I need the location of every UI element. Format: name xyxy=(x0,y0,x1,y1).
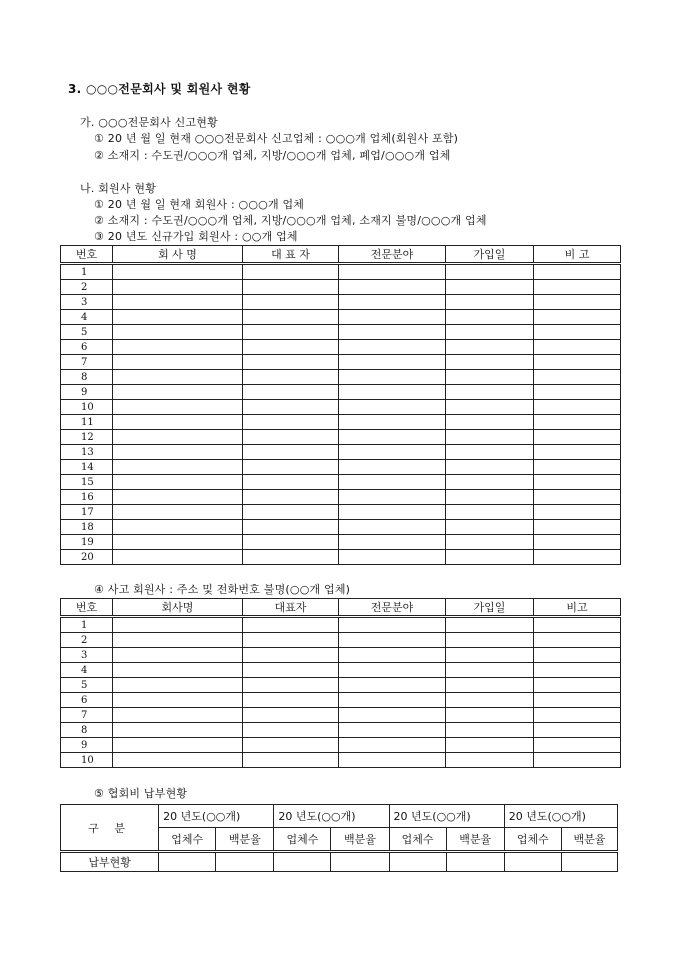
row-number: 8 xyxy=(61,370,113,385)
table-cell xyxy=(243,370,339,385)
table-cell xyxy=(339,663,446,678)
table-cell xyxy=(339,723,446,738)
table-cell xyxy=(339,708,446,723)
table-cell xyxy=(243,325,339,340)
table-cell xyxy=(446,648,534,663)
table-cell xyxy=(534,738,621,753)
table-row xyxy=(61,520,621,535)
table-cell xyxy=(446,663,534,678)
table-cell xyxy=(534,310,621,325)
table-cell xyxy=(339,264,446,280)
table-row xyxy=(61,370,621,385)
table-row xyxy=(61,693,621,708)
table-row xyxy=(61,415,621,430)
sub-header-percent: 백분율 xyxy=(446,828,504,852)
section-a-item-1: ① 20 년 월 일 현재 ○○○전문회사 신고업체 : ○○○개 업체(회원사 포함) xyxy=(94,132,459,145)
table-cell xyxy=(446,753,534,768)
table-cell xyxy=(339,280,446,295)
table-cell xyxy=(534,505,621,520)
table-cell xyxy=(446,430,534,445)
row-number: 1 xyxy=(61,617,113,633)
table-cell xyxy=(534,648,621,663)
row-number: 6 xyxy=(61,340,113,355)
table-cell xyxy=(339,738,446,753)
table-cell xyxy=(339,648,446,663)
table-row xyxy=(61,550,621,565)
table-cell xyxy=(534,490,621,505)
table-cell xyxy=(534,475,621,490)
table-row xyxy=(61,460,621,475)
table-cell xyxy=(534,445,621,460)
row-number: 4 xyxy=(61,663,113,678)
table-cell xyxy=(113,663,243,678)
table-cell xyxy=(446,708,534,723)
table-cell xyxy=(534,723,621,738)
table-row xyxy=(61,738,621,753)
table-cell xyxy=(339,295,446,310)
table-row xyxy=(61,723,621,738)
table-cell xyxy=(243,520,339,535)
table-row xyxy=(61,355,621,370)
row-number: 7 xyxy=(61,708,113,723)
section-a-title: 가. ○○○전문회사 신고현황 xyxy=(80,116,218,129)
section-a-item-2: ② 소재지 : 수도권/○○○개 업체, 지방/○○○개 업체, 폐업/○○○개 업체 xyxy=(94,149,451,162)
table-cell xyxy=(446,490,534,505)
row-number: 20 xyxy=(61,550,113,565)
table-cell xyxy=(534,355,621,370)
table-cell xyxy=(113,535,243,550)
year-header-3: 20 년도(○○개) xyxy=(389,805,504,828)
table-cell xyxy=(243,723,339,738)
table-cell xyxy=(243,280,339,295)
sub-header-percent: 백분율 xyxy=(561,828,617,852)
table-cell xyxy=(113,633,243,648)
row-number: 4 xyxy=(61,310,113,325)
table-cell xyxy=(243,693,339,708)
table-cell xyxy=(113,550,243,565)
row-number: 6 xyxy=(61,693,113,708)
table-cell xyxy=(339,753,446,768)
table-cell xyxy=(243,490,339,505)
table-cell xyxy=(534,550,621,565)
row-number: 5 xyxy=(61,678,113,693)
table-cell xyxy=(113,678,243,693)
table-cell xyxy=(113,385,243,400)
table-cell xyxy=(339,475,446,490)
table-cell xyxy=(243,295,339,310)
table-cell xyxy=(446,475,534,490)
table-cell xyxy=(534,415,621,430)
table-cell xyxy=(243,400,339,415)
table-cell xyxy=(113,415,243,430)
table-cell xyxy=(534,708,621,723)
col-header-number: 번호 xyxy=(61,246,113,264)
table-cell xyxy=(446,460,534,475)
row-number: 7 xyxy=(61,355,113,370)
table-cell xyxy=(534,385,621,400)
row-number: 10 xyxy=(61,400,113,415)
row-number: 11 xyxy=(61,415,113,430)
col-header-ceo: 대 표 자 xyxy=(243,246,339,264)
table-cell xyxy=(339,400,446,415)
table-cell xyxy=(243,505,339,520)
table-cell xyxy=(339,415,446,430)
table-header-row xyxy=(61,246,621,264)
table-cell xyxy=(113,325,243,340)
sub-header-count: 업체수 xyxy=(389,828,446,852)
table-cell xyxy=(243,460,339,475)
section-b-item-5: ⑤ 협회비 납부현황 xyxy=(94,787,188,800)
sub-header-count: 업체수 xyxy=(504,828,561,852)
table-row xyxy=(61,264,621,280)
section-heading: 3. ○○○전문회사 및 회원사 현황 xyxy=(68,82,251,96)
col-header-number: 번호 xyxy=(61,599,113,617)
row-number: 12 xyxy=(61,430,113,445)
table-header-row xyxy=(61,599,621,617)
table-cell xyxy=(339,310,446,325)
row-number: 1 xyxy=(61,264,113,280)
table-cell xyxy=(339,445,446,460)
table-cell xyxy=(339,430,446,445)
table-cell xyxy=(534,678,621,693)
row-number: 17 xyxy=(61,505,113,520)
col-header-remarks: 비 고 xyxy=(534,246,621,264)
table-row xyxy=(61,385,621,400)
table-cell xyxy=(534,663,621,678)
row-number: 3 xyxy=(61,648,113,663)
table-cell xyxy=(534,617,621,633)
table-row xyxy=(61,648,621,663)
table-cell xyxy=(389,852,446,872)
table-cell xyxy=(446,550,534,565)
row-number: 9 xyxy=(61,738,113,753)
table-cell xyxy=(113,490,243,505)
row-number: 14 xyxy=(61,460,113,475)
row-number: 8 xyxy=(61,723,113,738)
table-row xyxy=(61,490,621,505)
table-cell xyxy=(243,648,339,663)
table-row xyxy=(61,280,621,295)
table-cell xyxy=(113,264,243,280)
table-cell xyxy=(113,738,243,753)
table-cell xyxy=(339,617,446,633)
table-cell xyxy=(446,617,534,633)
row-number: 2 xyxy=(61,280,113,295)
table-cell xyxy=(339,355,446,370)
section-b-item-4: ④ 사고 회원사 : 주소 및 전화번호 불명(○○개 업체) xyxy=(94,583,351,596)
row-number: 9 xyxy=(61,385,113,400)
member-company-table xyxy=(60,245,621,565)
member-table-body xyxy=(61,264,621,565)
row-number: 19 xyxy=(61,535,113,550)
table-cell xyxy=(534,520,621,535)
table-cell xyxy=(446,325,534,340)
table-cell xyxy=(534,264,621,280)
table-cell xyxy=(243,340,339,355)
table-cell xyxy=(243,310,339,325)
table-cell xyxy=(339,490,446,505)
table-cell xyxy=(534,370,621,385)
table-cell xyxy=(243,738,339,753)
table-cell xyxy=(243,475,339,490)
table-row xyxy=(61,475,621,490)
row-number: 15 xyxy=(61,475,113,490)
table-cell xyxy=(446,723,534,738)
table-cell xyxy=(113,355,243,370)
table-cell xyxy=(113,723,243,738)
table-cell xyxy=(339,550,446,565)
table-cell xyxy=(113,295,243,310)
table-cell xyxy=(534,400,621,415)
col-header-join-date: 가입일 xyxy=(446,246,534,264)
row-number: 5 xyxy=(61,325,113,340)
table-cell xyxy=(243,264,339,280)
table-cell xyxy=(446,310,534,325)
col-header-remarks: 비고 xyxy=(534,599,621,617)
table-row xyxy=(61,295,621,310)
row-number: 2 xyxy=(61,633,113,648)
col-header-join-date: 가입일 xyxy=(446,599,534,617)
table-cell xyxy=(331,852,389,872)
table-cell xyxy=(534,280,621,295)
table-cell xyxy=(446,520,534,535)
table-cell xyxy=(243,753,339,768)
table-row xyxy=(61,445,621,460)
table-cell xyxy=(339,505,446,520)
table-cell xyxy=(446,445,534,460)
table-cell xyxy=(446,678,534,693)
table-cell xyxy=(113,430,243,445)
table-cell xyxy=(113,693,243,708)
row-number: 3 xyxy=(61,295,113,310)
row-number: 18 xyxy=(61,520,113,535)
table-cell xyxy=(534,460,621,475)
section-b-item-2: ② 소재지 : 수도권/○○○개 업체, 지방/○○○개 업체, 소재지 불명/○○○개 업체 xyxy=(94,214,487,227)
col-header-ceo: 대표자 xyxy=(243,599,339,617)
fee-payment-table xyxy=(60,804,618,872)
col-header-field: 전문분야 xyxy=(339,599,446,617)
table-cell xyxy=(534,430,621,445)
table-cell xyxy=(113,310,243,325)
table-cell xyxy=(243,445,339,460)
payment-status-row xyxy=(61,852,618,872)
row-number: 13 xyxy=(61,445,113,460)
table-cell xyxy=(446,370,534,385)
col-header-company: 회 사 명 xyxy=(113,246,243,264)
table-cell xyxy=(159,852,216,872)
year-header-2: 20 년도(○○개) xyxy=(274,805,389,828)
section-b-title: 나. 회원사 현황 xyxy=(80,182,157,195)
table-cell xyxy=(339,370,446,385)
table-cell xyxy=(243,678,339,693)
table-cell xyxy=(446,295,534,310)
table-cell xyxy=(446,693,534,708)
table-cell xyxy=(113,445,243,460)
table-cell xyxy=(534,340,621,355)
table-row xyxy=(61,617,621,633)
table-cell xyxy=(534,295,621,310)
table-row xyxy=(61,430,621,445)
table-cell xyxy=(504,852,561,872)
payment-status-label: 납부현황 xyxy=(61,852,159,872)
sub-header-count: 업체수 xyxy=(274,828,331,852)
incident-company-table xyxy=(60,598,621,768)
table-cell xyxy=(534,753,621,768)
table-row xyxy=(61,633,621,648)
table-cell xyxy=(446,505,534,520)
year-header-4: 20 년도(○○개) xyxy=(504,805,617,828)
table-cell xyxy=(243,355,339,370)
col-header-company: 회사명 xyxy=(113,599,243,617)
table-cell xyxy=(243,385,339,400)
table-cell xyxy=(113,340,243,355)
table-cell xyxy=(339,678,446,693)
year-header-1: 20 년도(○○개) xyxy=(159,805,274,828)
table-cell xyxy=(113,460,243,475)
table-cell xyxy=(243,708,339,723)
table-cell xyxy=(446,400,534,415)
table-cell xyxy=(113,475,243,490)
table-cell xyxy=(446,385,534,400)
table-row xyxy=(61,340,621,355)
table-cell xyxy=(243,415,339,430)
table-cell xyxy=(534,535,621,550)
table-cell xyxy=(446,280,534,295)
year-header-row xyxy=(61,805,618,828)
incident-table-body xyxy=(61,617,621,768)
table-cell xyxy=(113,648,243,663)
row-number: 16 xyxy=(61,490,113,505)
table-cell xyxy=(113,617,243,633)
table-row xyxy=(61,663,621,678)
table-cell xyxy=(561,852,617,872)
table-cell xyxy=(113,280,243,295)
table-cell xyxy=(274,852,331,872)
table-row xyxy=(61,310,621,325)
table-cell xyxy=(243,430,339,445)
table-row xyxy=(61,678,621,693)
table-cell xyxy=(339,693,446,708)
table-cell xyxy=(446,340,534,355)
category-header: 구 분 xyxy=(61,805,159,852)
table-cell xyxy=(113,520,243,535)
table-cell xyxy=(446,535,534,550)
table-cell xyxy=(339,340,446,355)
table-row xyxy=(61,535,621,550)
row-number: 10 xyxy=(61,753,113,768)
table-cell xyxy=(113,708,243,723)
table-cell xyxy=(534,633,621,648)
table-cell xyxy=(339,460,446,475)
section-b-item-1: ① 20 년 월 일 현재 회원사 : ○○○개 업체 xyxy=(94,198,305,211)
table-cell xyxy=(446,852,504,872)
table-row xyxy=(61,325,621,340)
table-row xyxy=(61,753,621,768)
table-cell xyxy=(446,633,534,648)
table-cell xyxy=(243,535,339,550)
table-cell xyxy=(243,617,339,633)
table-cell xyxy=(534,325,621,340)
table-cell xyxy=(339,535,446,550)
table-cell xyxy=(446,415,534,430)
table-row xyxy=(61,708,621,723)
table-cell xyxy=(113,505,243,520)
table-cell xyxy=(446,738,534,753)
table-cell xyxy=(243,550,339,565)
table-cell xyxy=(534,693,621,708)
table-cell xyxy=(113,400,243,415)
section-b-item-3: ③ 20 년도 신규가입 회원사 : ○○개 업체 xyxy=(94,230,298,243)
table-cell xyxy=(446,355,534,370)
table-cell xyxy=(339,385,446,400)
table-cell xyxy=(243,663,339,678)
sub-header-count: 업체수 xyxy=(159,828,216,852)
table-cell xyxy=(216,852,274,872)
table-cell xyxy=(243,633,339,648)
table-cell xyxy=(339,520,446,535)
table-cell xyxy=(339,325,446,340)
table-row xyxy=(61,400,621,415)
col-header-field: 전문분야 xyxy=(339,246,446,264)
table-cell xyxy=(113,370,243,385)
table-cell xyxy=(339,633,446,648)
table-row xyxy=(61,505,621,520)
sub-header-percent: 백분율 xyxy=(331,828,389,852)
table-cell xyxy=(446,264,534,280)
table-cell xyxy=(113,753,243,768)
sub-header-percent: 백분율 xyxy=(216,828,274,852)
